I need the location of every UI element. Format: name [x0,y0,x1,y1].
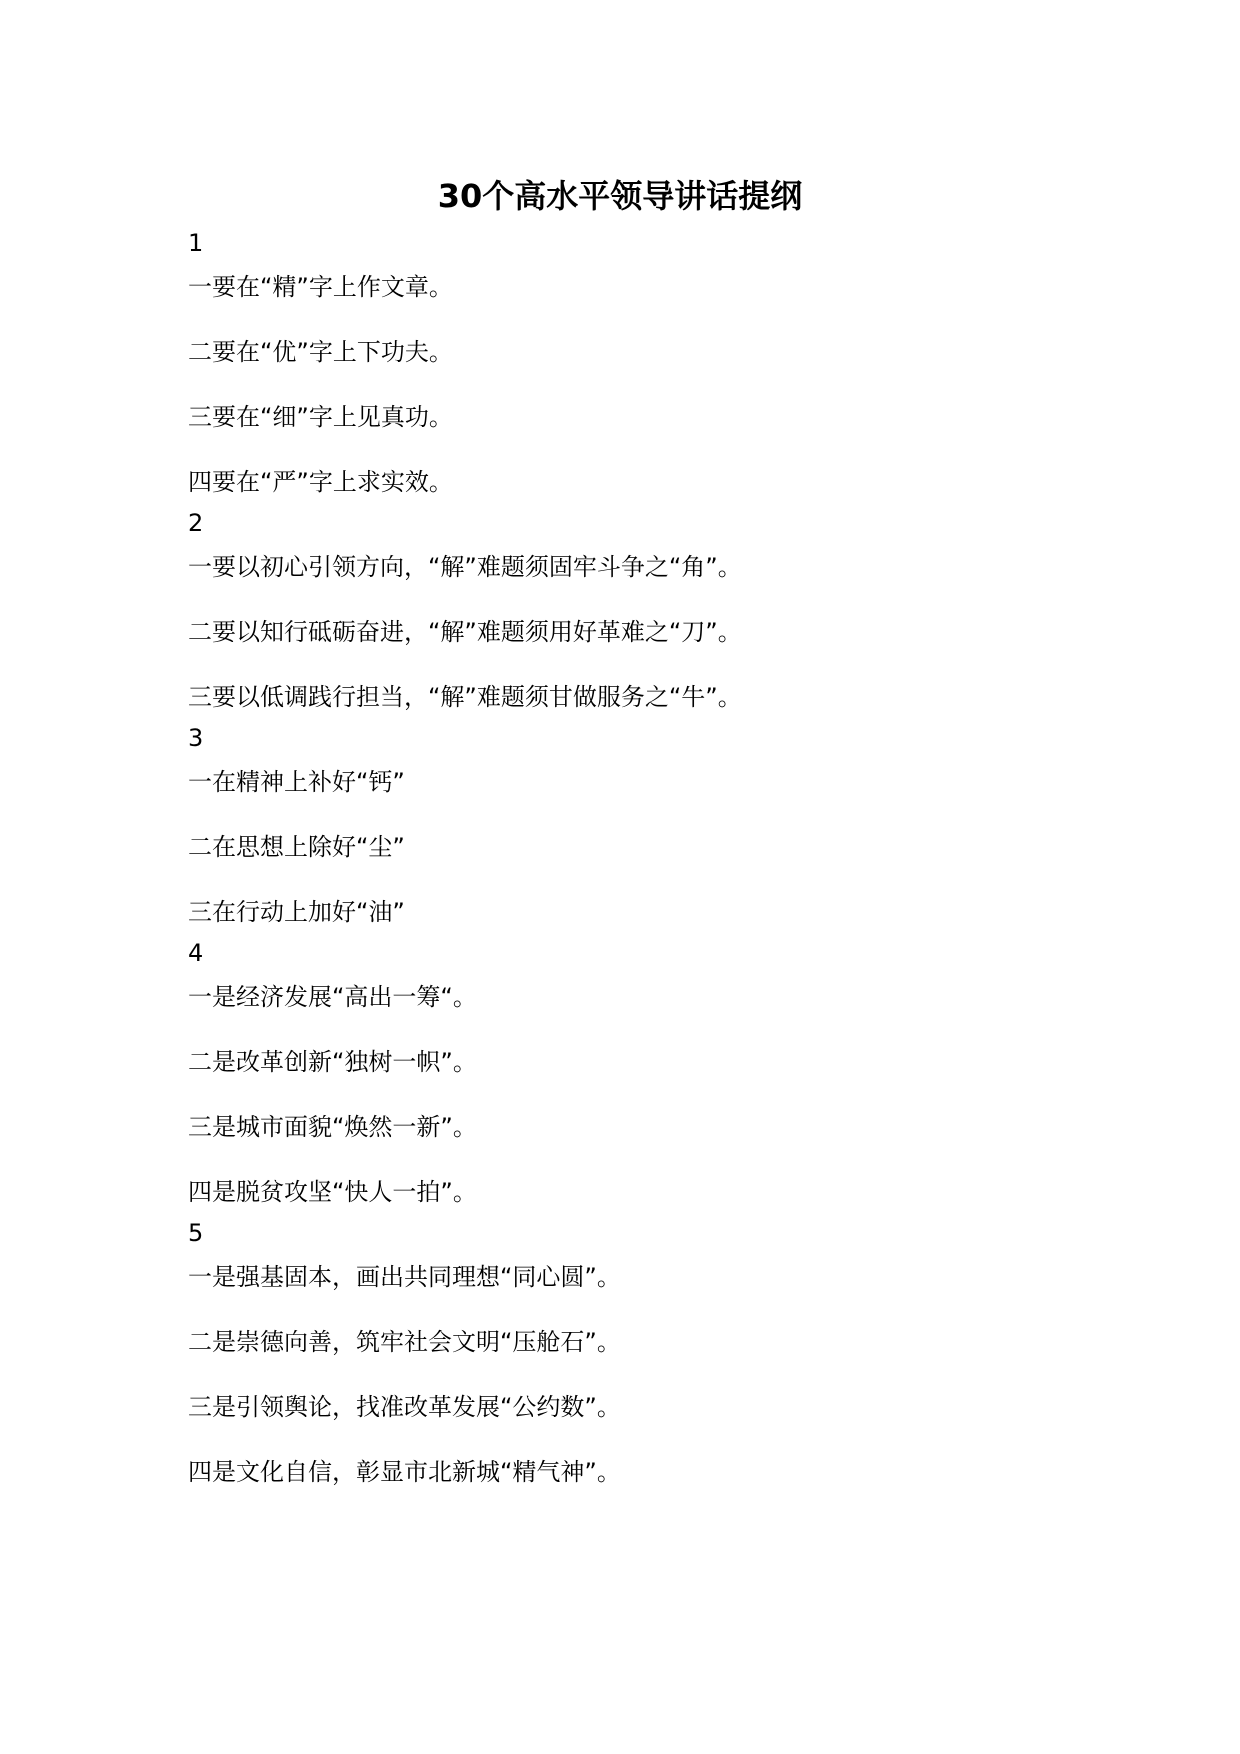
outline-line: 二要以知行砥砺奋进，“解”难题须用好革难之“刀”。 [188,618,742,646]
outline-line: 四是文化自信，彰显市北新城“精气神”。 [188,1458,621,1486]
outline-line: 四要在“严”字上求实效。 [188,468,453,496]
outline-line: 一是经济发展“高出一筹“。 [188,983,477,1011]
outline-line: 三在行动上加好“油” [188,898,405,926]
section-number: 5 [188,1219,204,1247]
outline-line: 一要以初心引领方向，“解”难题须固牢斗争之“角”。 [188,553,742,581]
section-number: 4 [188,939,204,967]
section-1 [188,225,1148,500]
outline-line: 三要以低调践行担当，“解”难题须甘做服务之“牛”。 [188,683,742,711]
outline-line: 二在思想上除好“尘” [188,833,405,861]
outline-content [188,225,1148,1495]
outline-line: 一在精神上补好“钙” [188,768,405,796]
section-5 [188,1215,1148,1490]
section-4 [188,935,1148,1210]
outline-line: 三是引领舆论，找准改革发展“公约数”。 [188,1393,621,1421]
page-title: 30个高水平领导讲话提纲 [437,177,803,215]
section-number: 1 [188,229,204,257]
outline-line: 一要在“精”字上作文章。 [188,273,453,301]
outline-line: 二要在“优”字上下功夫。 [188,338,453,366]
section-number: 2 [188,509,204,537]
outline-line: 一是强基固本，画出共同理想“同心圆”。 [188,1263,621,1291]
section-number: 3 [188,724,204,752]
outline-line: 二是崇德向善，筑牢社会文明“压舱石”。 [188,1328,621,1356]
outline-line: 二是改革创新“独树一帜”。 [188,1048,477,1076]
outline-line: 三要在“细”字上见真功。 [188,403,453,431]
outline-line: 三是城市面貌“焕然一新”。 [188,1113,477,1141]
section-2 [188,505,1148,715]
section-3 [188,720,1148,930]
outline-line: 四是脱贫攻坚“快人一拍”。 [188,1178,477,1206]
